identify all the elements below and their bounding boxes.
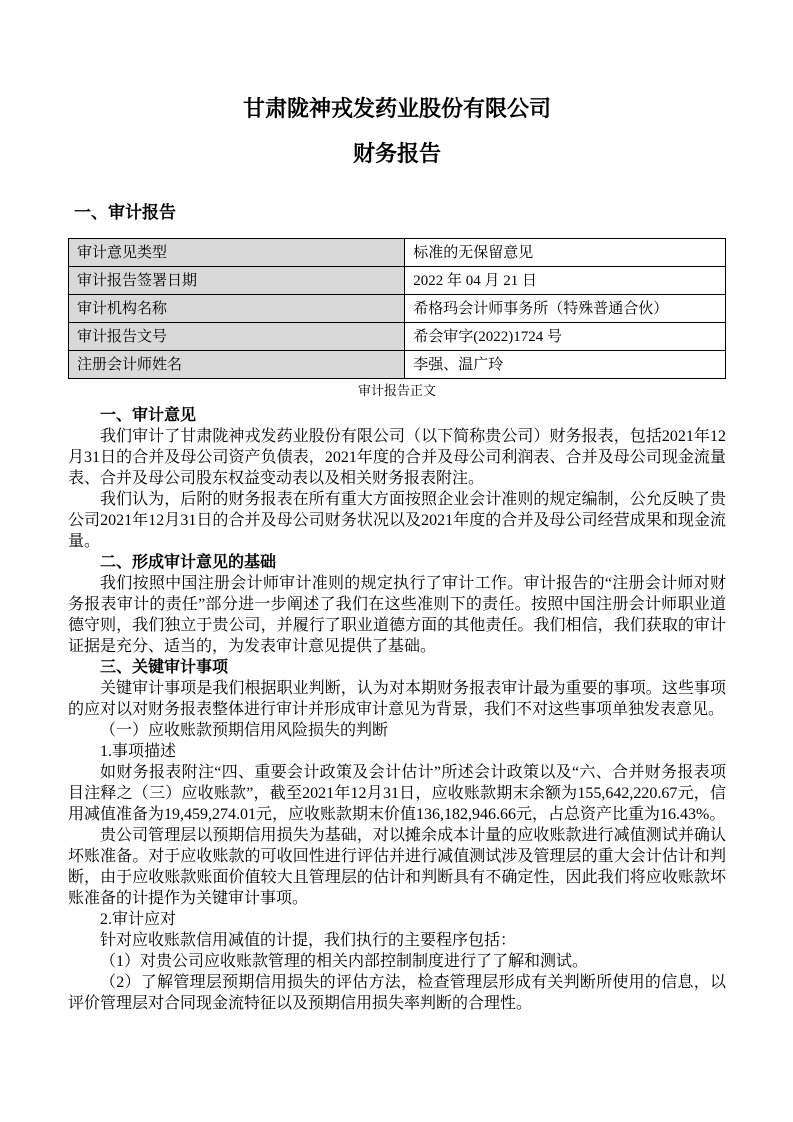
table-row-report-number bbox=[69, 323, 726, 351]
body-heading-key-audit-matters: 三、关键审计事项 bbox=[100, 659, 229, 676]
table-value-audit-firm: 希格玛会计师事务所（特殊普通合伙） bbox=[405, 295, 726, 323]
body-paragraph: （2）了解管理层预期信用损失的评估方法，检查管理层形成有关判断所使用的信息，以评价管理层对合同现金流特征以及预期信用损失率判断的合理性。 bbox=[68, 974, 726, 1012]
body-heading-opinion-basis: 二、形成审计意见的基础 bbox=[100, 554, 277, 571]
table-row-audit-firm bbox=[69, 295, 726, 323]
table-label-sign-date: 审计报告签署日期 bbox=[69, 267, 405, 295]
body-paragraph: 关键审计事项是我们根据职业判断，认为对本期财务报表审计最为重要的事项。这些事项的应对以对财务报表整体进行审计并形成审计意见为背景，我们不对这些事项单独发表意见。 bbox=[68, 680, 726, 718]
company-title: 甘肃陇神戎发药业股份有限公司 bbox=[242, 96, 551, 121]
body-subheading-audit-response: 2.审计应对 bbox=[100, 911, 177, 928]
report-title: 财务报告 bbox=[352, 141, 441, 166]
table-label-audit-firm: 审计机构名称 bbox=[69, 295, 405, 323]
table-label-opinion-type: 审计意见类型 bbox=[69, 239, 405, 267]
table-label-cpa-names: 注册会计师姓名 bbox=[69, 351, 405, 379]
body-subheading-matter-description: 1.事项描述 bbox=[100, 743, 177, 760]
body-paragraph: 我们认为，后附的财务报表在所有重大方面按照企业会计准则的规定编制，公允反映了贵公司2021年12月31日的合并及母公司财务状况以及2021年度的合并及母公司经营成果和现金流量。 bbox=[68, 491, 726, 550]
body-heading-audit-opinion: 一、审计意见 bbox=[100, 407, 197, 424]
section-heading-audit-report: 一、审计报告 bbox=[74, 203, 176, 222]
table-value-cpa-names: 李强、温广玲 bbox=[405, 351, 726, 379]
body-paragraph: 我们按照中国注册会计师审计准则的规定执行了审计工作。审计报告的“注册会计师对财务报表审计的责任”部分进一步阐述了我们在这些准则下的责任。按照中国注册会计师职业道德守则，我们独立于贵公司，并履行了职业道德方面的其他责任。我们相信，我们获取的审计证据是充分、适当的，为发表审计意见提供了基础。 bbox=[68, 575, 726, 655]
table-row-sign-date bbox=[69, 267, 726, 295]
report-body-caption: 审计报告正文 bbox=[357, 383, 436, 398]
body-paragraph: 贵公司管理层以预期信用损失为基础，对以摊余成本计量的应收账款进行减值测试并确认坏账准备。对于应收账款的可收回性进行评估并进行减值测试涉及管理层的重大会计估计和判断，由于应收账款账面价值较大且管理层的估计和判断具有不确定性，因此我们将应收账款坏账准备的计提作为关键审计事项。 bbox=[68, 827, 726, 907]
audit-summary-table bbox=[68, 238, 726, 379]
table-label-report-number: 审计报告文号 bbox=[69, 323, 405, 351]
body-paragraph: 我们审计了甘肃陇神戎发药业股份有限公司（以下简称贵公司）财务报表，包括2021年12月31日的合并及母公司资产负债表，2021年度的合并及母公司利润表、合并及母公司现金流量表、合并及母公司股东权益变动表以及相关财务报表附注。 bbox=[68, 428, 726, 487]
table-value-report-number: 希会审字(2022)1724 号 bbox=[405, 323, 726, 351]
table-value-opinion-type: 标准的无保留意见 bbox=[405, 239, 726, 267]
body-paragraph: 如财务报表附注“四、重要会计政策及会计估计”所述会计政策以及“六、合并财务报表项目注释之（三）应收账款”，截至2021年12月31日，应收账款期末余额为155,642,220.67元，信用减值准备为19,459,274.01元，应收账款期末价值136,182,946.66元，占总资产比重为16.43%。 bbox=[68, 764, 726, 823]
body-subheading-receivables-risk: （一）应收账款预期信用风险损失的判断 bbox=[100, 722, 389, 739]
report-body bbox=[68, 405, 726, 1014]
body-paragraph: （1）对贵公司应收账款管理的相关内部控制制度进行了了解和测试。 bbox=[100, 953, 589, 970]
table-value-sign-date: 2022 年 04 月 21 日 bbox=[405, 267, 726, 295]
table-row-opinion-type bbox=[69, 239, 726, 267]
body-paragraph: 针对应收账款信用减值的计提，我们执行的主要程序包括： bbox=[100, 932, 517, 949]
table-row-cpa-names bbox=[69, 351, 726, 379]
